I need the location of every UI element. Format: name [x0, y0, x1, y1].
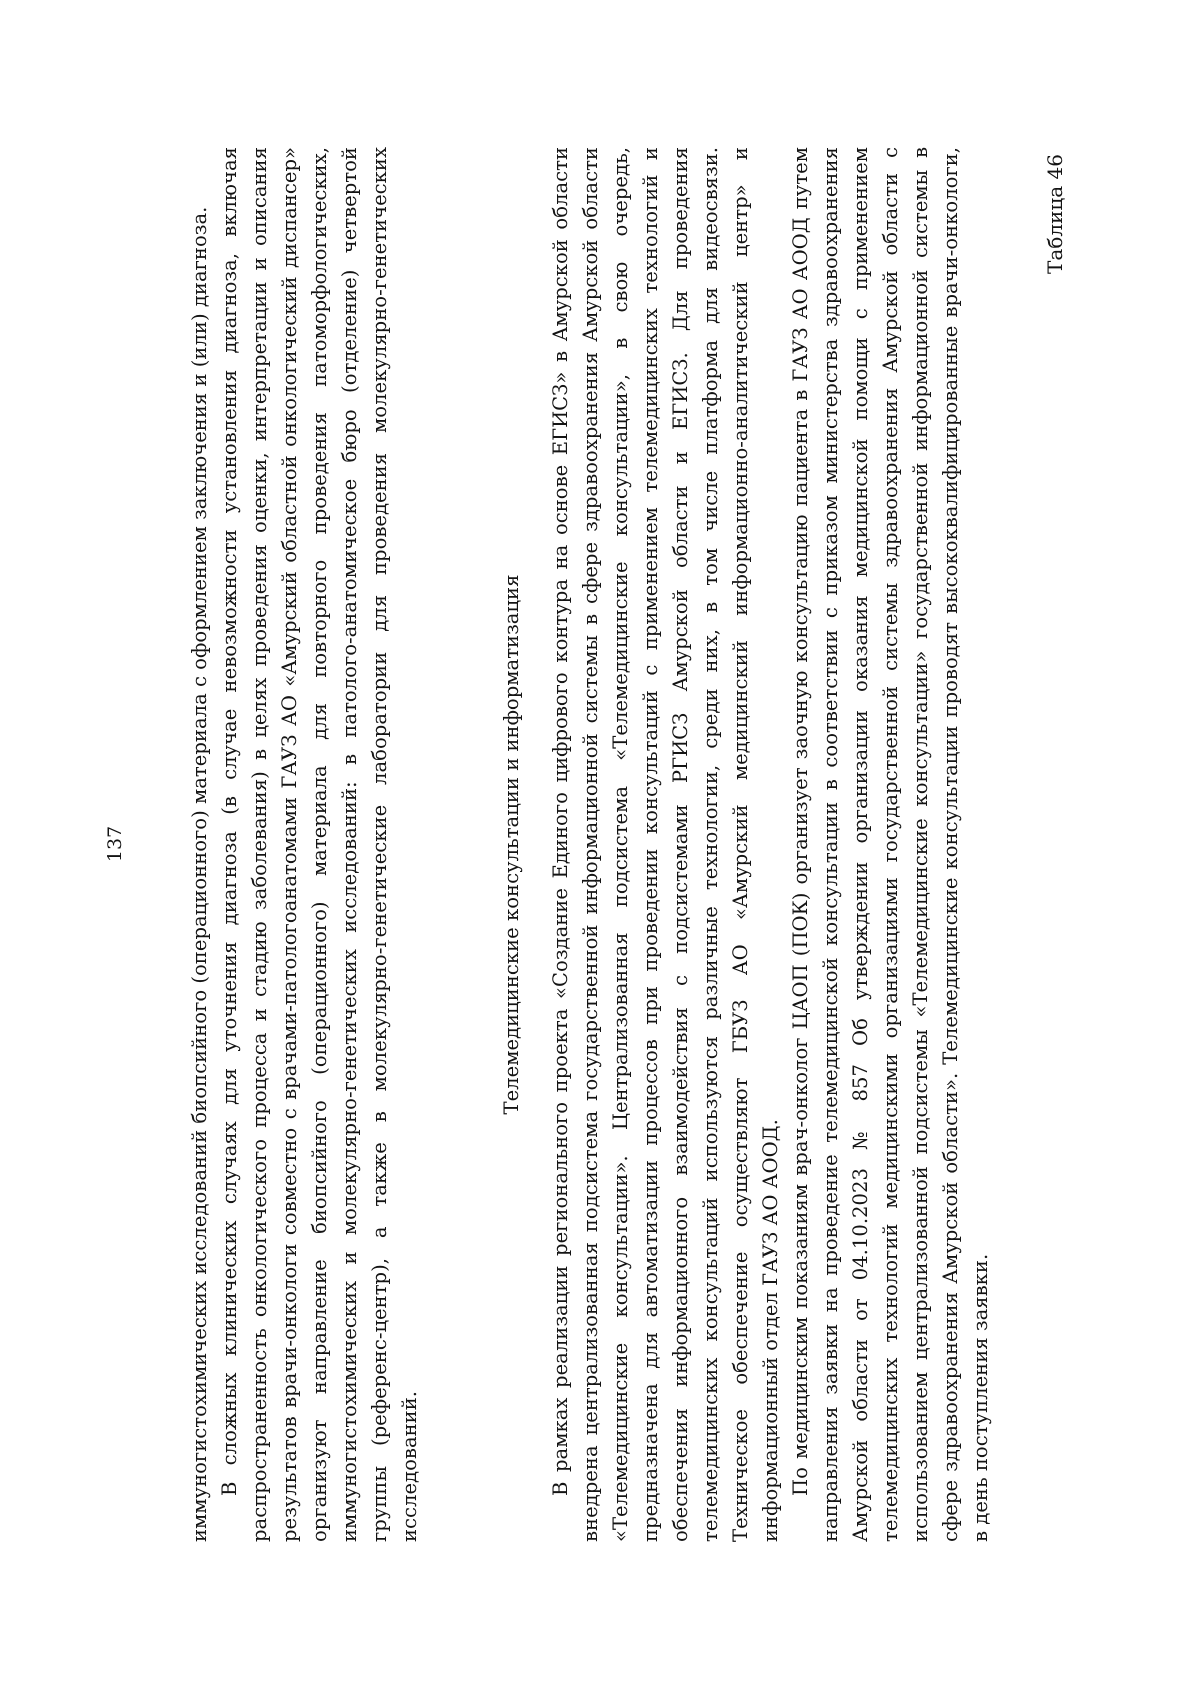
- page-number: 137: [104, 825, 126, 863]
- table-caption: Таблица 46: [1043, 154, 1067, 274]
- consultation-paragraph: По медицинским показаниям врач-онколог ЦАОП (ПОК) организует заочную консультацию пациента в ГАУЗ АО АООД путем направления заявки на проведение телемедицинской консультации в соответствии с приказом министерства здравоохранения Амурской области от 04.10.2023 № 857 Об утверждении организации оказания медицинской помощи с применением телемедицинских технологий медицинскими организациями государственной системы здравоохранения Амурской области с использованием централизованной подсистемы «Телемедицинские консультации» государственной информационной системы в сфере здравоохранения Амурской области». Телемедицинские консультации проводят высококвалифицированные врачи-онкологи, в день поступления заявки.: [789, 147, 992, 1542]
- intro-continuation-paragraph: иммуногистохимических исследований биопсийного (операционного) материала с оформлением заключения и (или) диагноза.: [188, 206, 211, 1542]
- opening-text-block: [185, 147, 425, 1542]
- telemedicine-text-block: [546, 147, 996, 1542]
- egisz-paragraph: В рамках реализации регионального проекта «Создание Единого цифрового контура на основе ЕГИСЗ» в Амурской области внедрена централизованная подсистема государственной информационной системы в сфере здравоохранения Амурской области «Телемедицинские консультации». Централизованная подсистема «Телемедицинские консультации», в свою очередь, предназначена для автоматизации процессов при проведении консультаций с применением телемедицинских технологий и обеспечения информационного взаимодействия с подсистемами РГИСЗ Амурской области и ЕГИСЗ. Для проведения телемедицинских консультаций используются различные технологии, среди них, в том числе платформа для видеосвязи. Техническое обеспечение осуществляют ГБУЗ АО «Амурский медицинский информационно-аналитический центр» и информационный отдел ГАУЗ АО АООД.: [549, 147, 782, 1542]
- complex-cases-paragraph: В сложных клинических случаях для уточнения диагноза (в случае невозможности установления диагноза, включая распространенность онкологического процесса и стадию заболевания) в целях проведения оценки, интерпретации и описания результатов врачи-онкологи совместно с врачами-патологоанатомами ГАУЗ АО «Амурский областной онкологический диспансер» организуют направление биопсийного (операционного) материала для повторного проведения патоморфологических, иммуногистохимических и молекулярно-генетических исследований: в патолого-анатомическое бюро (отделение) четвертой группы (референс-центр), а также в молекулярно-генетические лаборатории для проведения молекулярно-генетических исследований.: [218, 147, 421, 1542]
- section-heading-telemedicine: Телемедицинские консультации и информатизация: [500, 574, 523, 1115]
